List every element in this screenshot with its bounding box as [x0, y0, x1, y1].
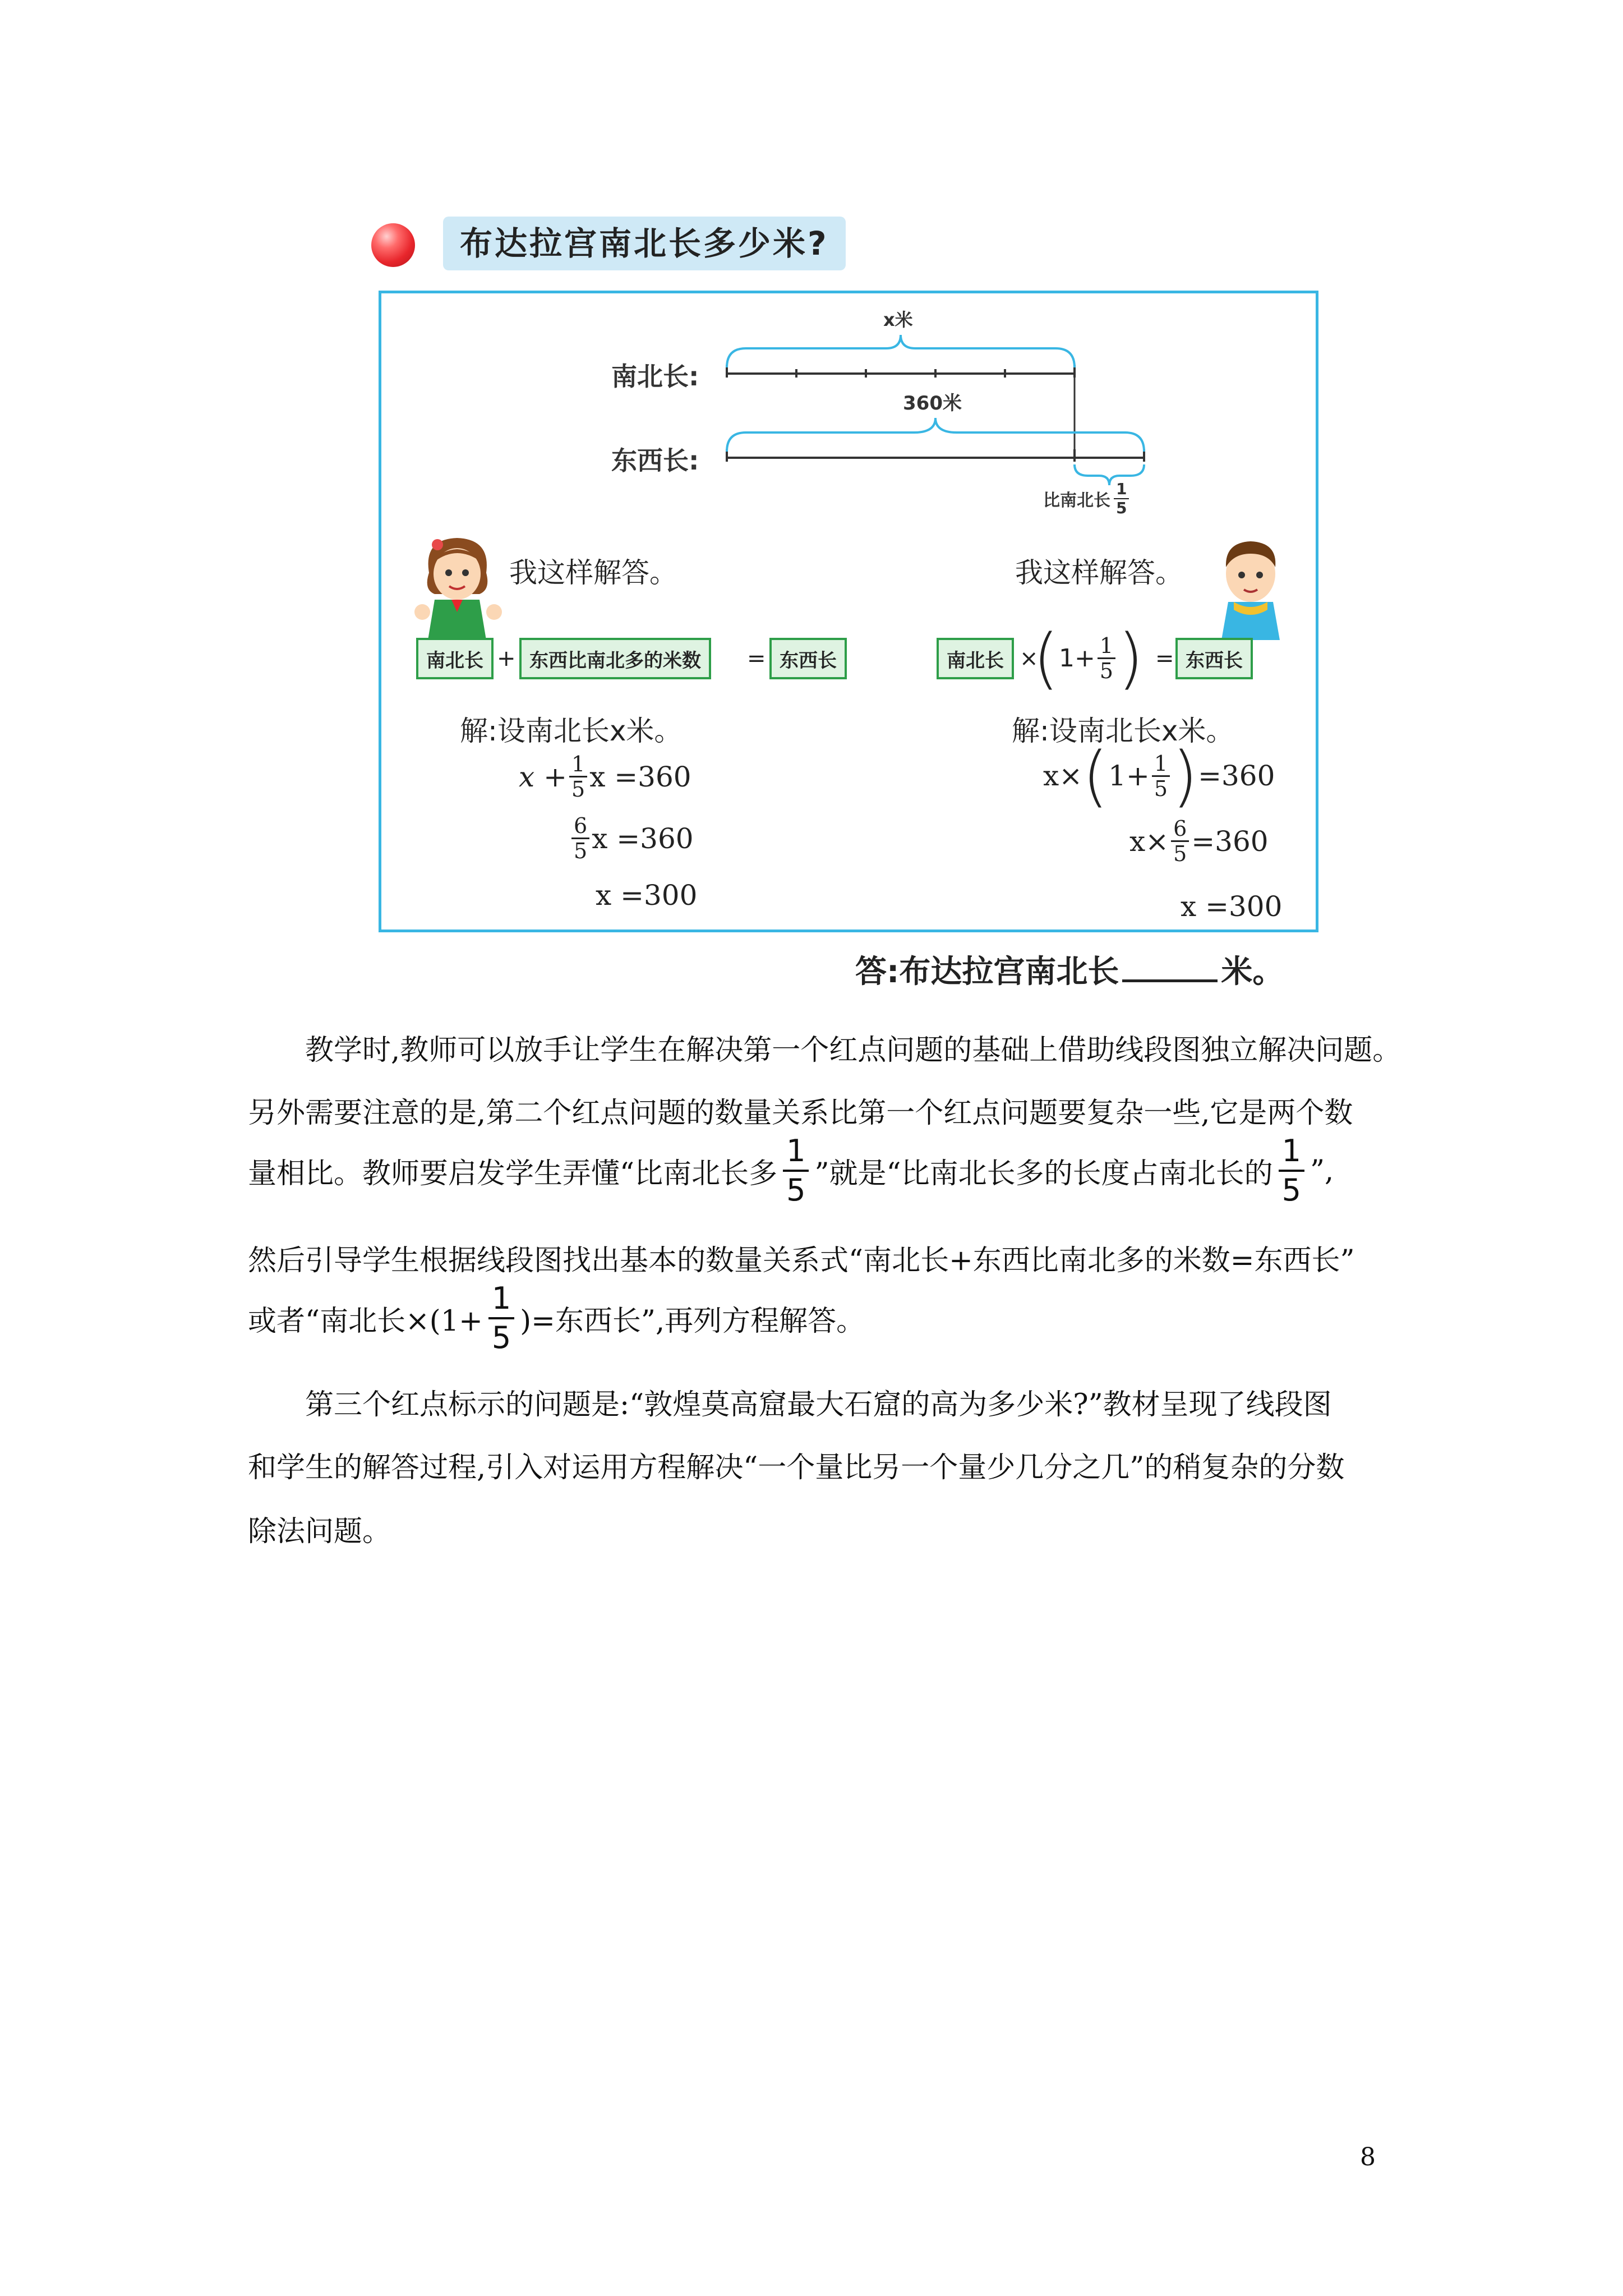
p1-line3 — [248, 1134, 1334, 1207]
left-eq2 — [569, 815, 694, 862]
question-title: 布达拉宫南北长多少米? — [443, 217, 846, 270]
right-equals: = — [1155, 646, 1174, 671]
p2-line3: 除法问题。 — [248, 1515, 391, 1548]
red-dot-icon — [371, 223, 415, 267]
right-times: × — [1020, 646, 1039, 671]
left-eq1-frac-den: 5 — [571, 777, 585, 802]
p1-frac2-den: 5 — [1281, 1172, 1301, 1208]
extra-frac-num: 1 — [1114, 481, 1129, 499]
answer-suffix: 米。 — [1221, 954, 1284, 990]
right-eq1-frac-den: 5 — [1154, 776, 1168, 801]
right-eq2-pre: x× — [1129, 825, 1169, 858]
p1-line1: 教学时,教师可以放手让学生在解决第一个红点问题的基础上借助线段图独立解决问题。 — [305, 1034, 1401, 1067]
right-eq2-frac-num: 6 — [1171, 818, 1189, 842]
right-eq2-frac-den: 5 — [1173, 841, 1187, 866]
left-eq1-fraction — [569, 753, 587, 800]
p1-frac3-den: 5 — [491, 1320, 511, 1355]
left-solve-label: 解:设南北长x米。 — [460, 715, 683, 747]
extra-label — [1043, 481, 1131, 516]
answer-blank[interactable] — [1122, 957, 1218, 982]
left-plus: + — [497, 646, 516, 671]
right-eq3: x =300 — [1181, 890, 1283, 923]
right-eq1-right-paren: ) — [1172, 737, 1198, 815]
left-eq1-frac-num: 1 — [569, 753, 587, 777]
right-box-east-west: 东西长 — [1175, 638, 1253, 679]
answer-prefix: 答:布达拉宫南北长 — [855, 954, 1119, 990]
p1-line5 — [248, 1282, 865, 1355]
girl-avatar — [412, 528, 502, 640]
page-number: 8 — [1360, 2143, 1376, 2171]
brace-top — [727, 335, 1075, 367]
boy-avatar — [1206, 528, 1295, 640]
p1-frac2-num: 1 — [1279, 1136, 1304, 1172]
extra-fraction — [1114, 481, 1129, 516]
p1-line4: 然后引导学生根据线段图找出基本的数量关系式“南北长+东西比南北多的米数=东西长” — [248, 1244, 1355, 1277]
p1-line3-a: 量相比。教师要启发学生弄懂“比南北长多 — [248, 1157, 778, 1190]
right-paren: ) — [1118, 619, 1144, 697]
left-paren: ( — [1033, 619, 1059, 697]
paren-inner: 1+ — [1059, 643, 1095, 673]
paren-frac-den: 5 — [1099, 658, 1114, 683]
extra-frac-den: 5 — [1116, 499, 1127, 517]
left-eq1-pre: x + — [519, 760, 567, 793]
p1-line2: 另外需要注意的是,第二个红点问题的数量关系比第一个红点问题要复杂一些,它是两个数 — [248, 1097, 1353, 1130]
left-eq3: x =300 — [596, 879, 698, 912]
right-eq1-left-paren: ( — [1082, 737, 1109, 815]
p1-line5-b: )=东西长”,再列方程解答。 — [520, 1305, 865, 1338]
left-box-east-west: 东西长 — [769, 638, 847, 679]
left-eq2-post: x =360 — [592, 822, 694, 855]
left-speech: 我这样解答。 — [509, 556, 677, 589]
p1-frac1-den: 5 — [786, 1172, 806, 1208]
p1-line3-b: ”就是“比南北长多的长度占南北长的 — [814, 1157, 1273, 1190]
p1-line3-c: ”, — [1310, 1154, 1334, 1188]
figure-frame — [379, 291, 1318, 932]
p1-line3-fraction-1 — [783, 1133, 809, 1208]
middle-label: 360米 — [903, 392, 962, 415]
left-box-north-south: 南北长 — [416, 638, 494, 679]
right-eq2-fraction — [1171, 818, 1189, 864]
extra-label-text: 比南北长 — [1043, 491, 1110, 510]
right-eq2-post: =360 — [1191, 825, 1269, 858]
p1-frac1-num: 1 — [783, 1136, 809, 1172]
right-solve-label: 解:设南北长x米。 — [1012, 715, 1234, 747]
paren-frac-num: 1 — [1098, 635, 1115, 659]
right-eq1 — [1043, 737, 1275, 815]
p1-line3-fraction-2 — [1279, 1133, 1304, 1208]
paren-fraction — [1098, 635, 1115, 682]
left-eq2-frac-num: 6 — [571, 815, 589, 839]
right-paren-expression — [1033, 619, 1144, 697]
p1-frac3-num: 1 — [488, 1283, 514, 1319]
left-equals: = — [747, 646, 766, 671]
right-eq1-fraction — [1152, 753, 1170, 799]
north-south-label: 南北长: — [611, 361, 699, 392]
right-speech: 我这样解答。 — [1015, 556, 1183, 589]
left-eq1 — [519, 753, 691, 800]
left-box-difference: 东西比南北多的米数 — [519, 638, 711, 679]
answer-line — [855, 947, 1284, 992]
p1-line5-fraction — [488, 1283, 514, 1353]
p2-line2: 和学生的解答过程,引入对运用方程解决“一个量比另一个量少几分之几”的稍复杂的分数 — [248, 1451, 1345, 1484]
p2-line1: 第三个红点标示的问题是:“敦煌莫高窟最大石窟的高为多少米?”教材呈现了线段图 — [305, 1388, 1332, 1421]
left-eq1-post: x =360 — [589, 760, 691, 793]
right-eq2 — [1129, 818, 1269, 864]
left-eq2-frac-den: 5 — [574, 839, 588, 863]
right-eq1-post: =360 — [1198, 760, 1275, 792]
right-box-north-south: 南北长 — [937, 638, 1014, 679]
right-eq1-pre: x× — [1043, 760, 1083, 792]
east-west-label: 东西长: — [611, 445, 699, 476]
brace-middle — [727, 418, 1144, 452]
top-label: x米 — [883, 309, 913, 330]
left-eq2-fraction — [571, 815, 589, 862]
right-eq1-frac-num: 1 — [1152, 753, 1170, 777]
p1-line5-a: 或者“南北长×(1+ — [248, 1305, 483, 1338]
right-eq1-inner: 1+ — [1108, 760, 1150, 792]
